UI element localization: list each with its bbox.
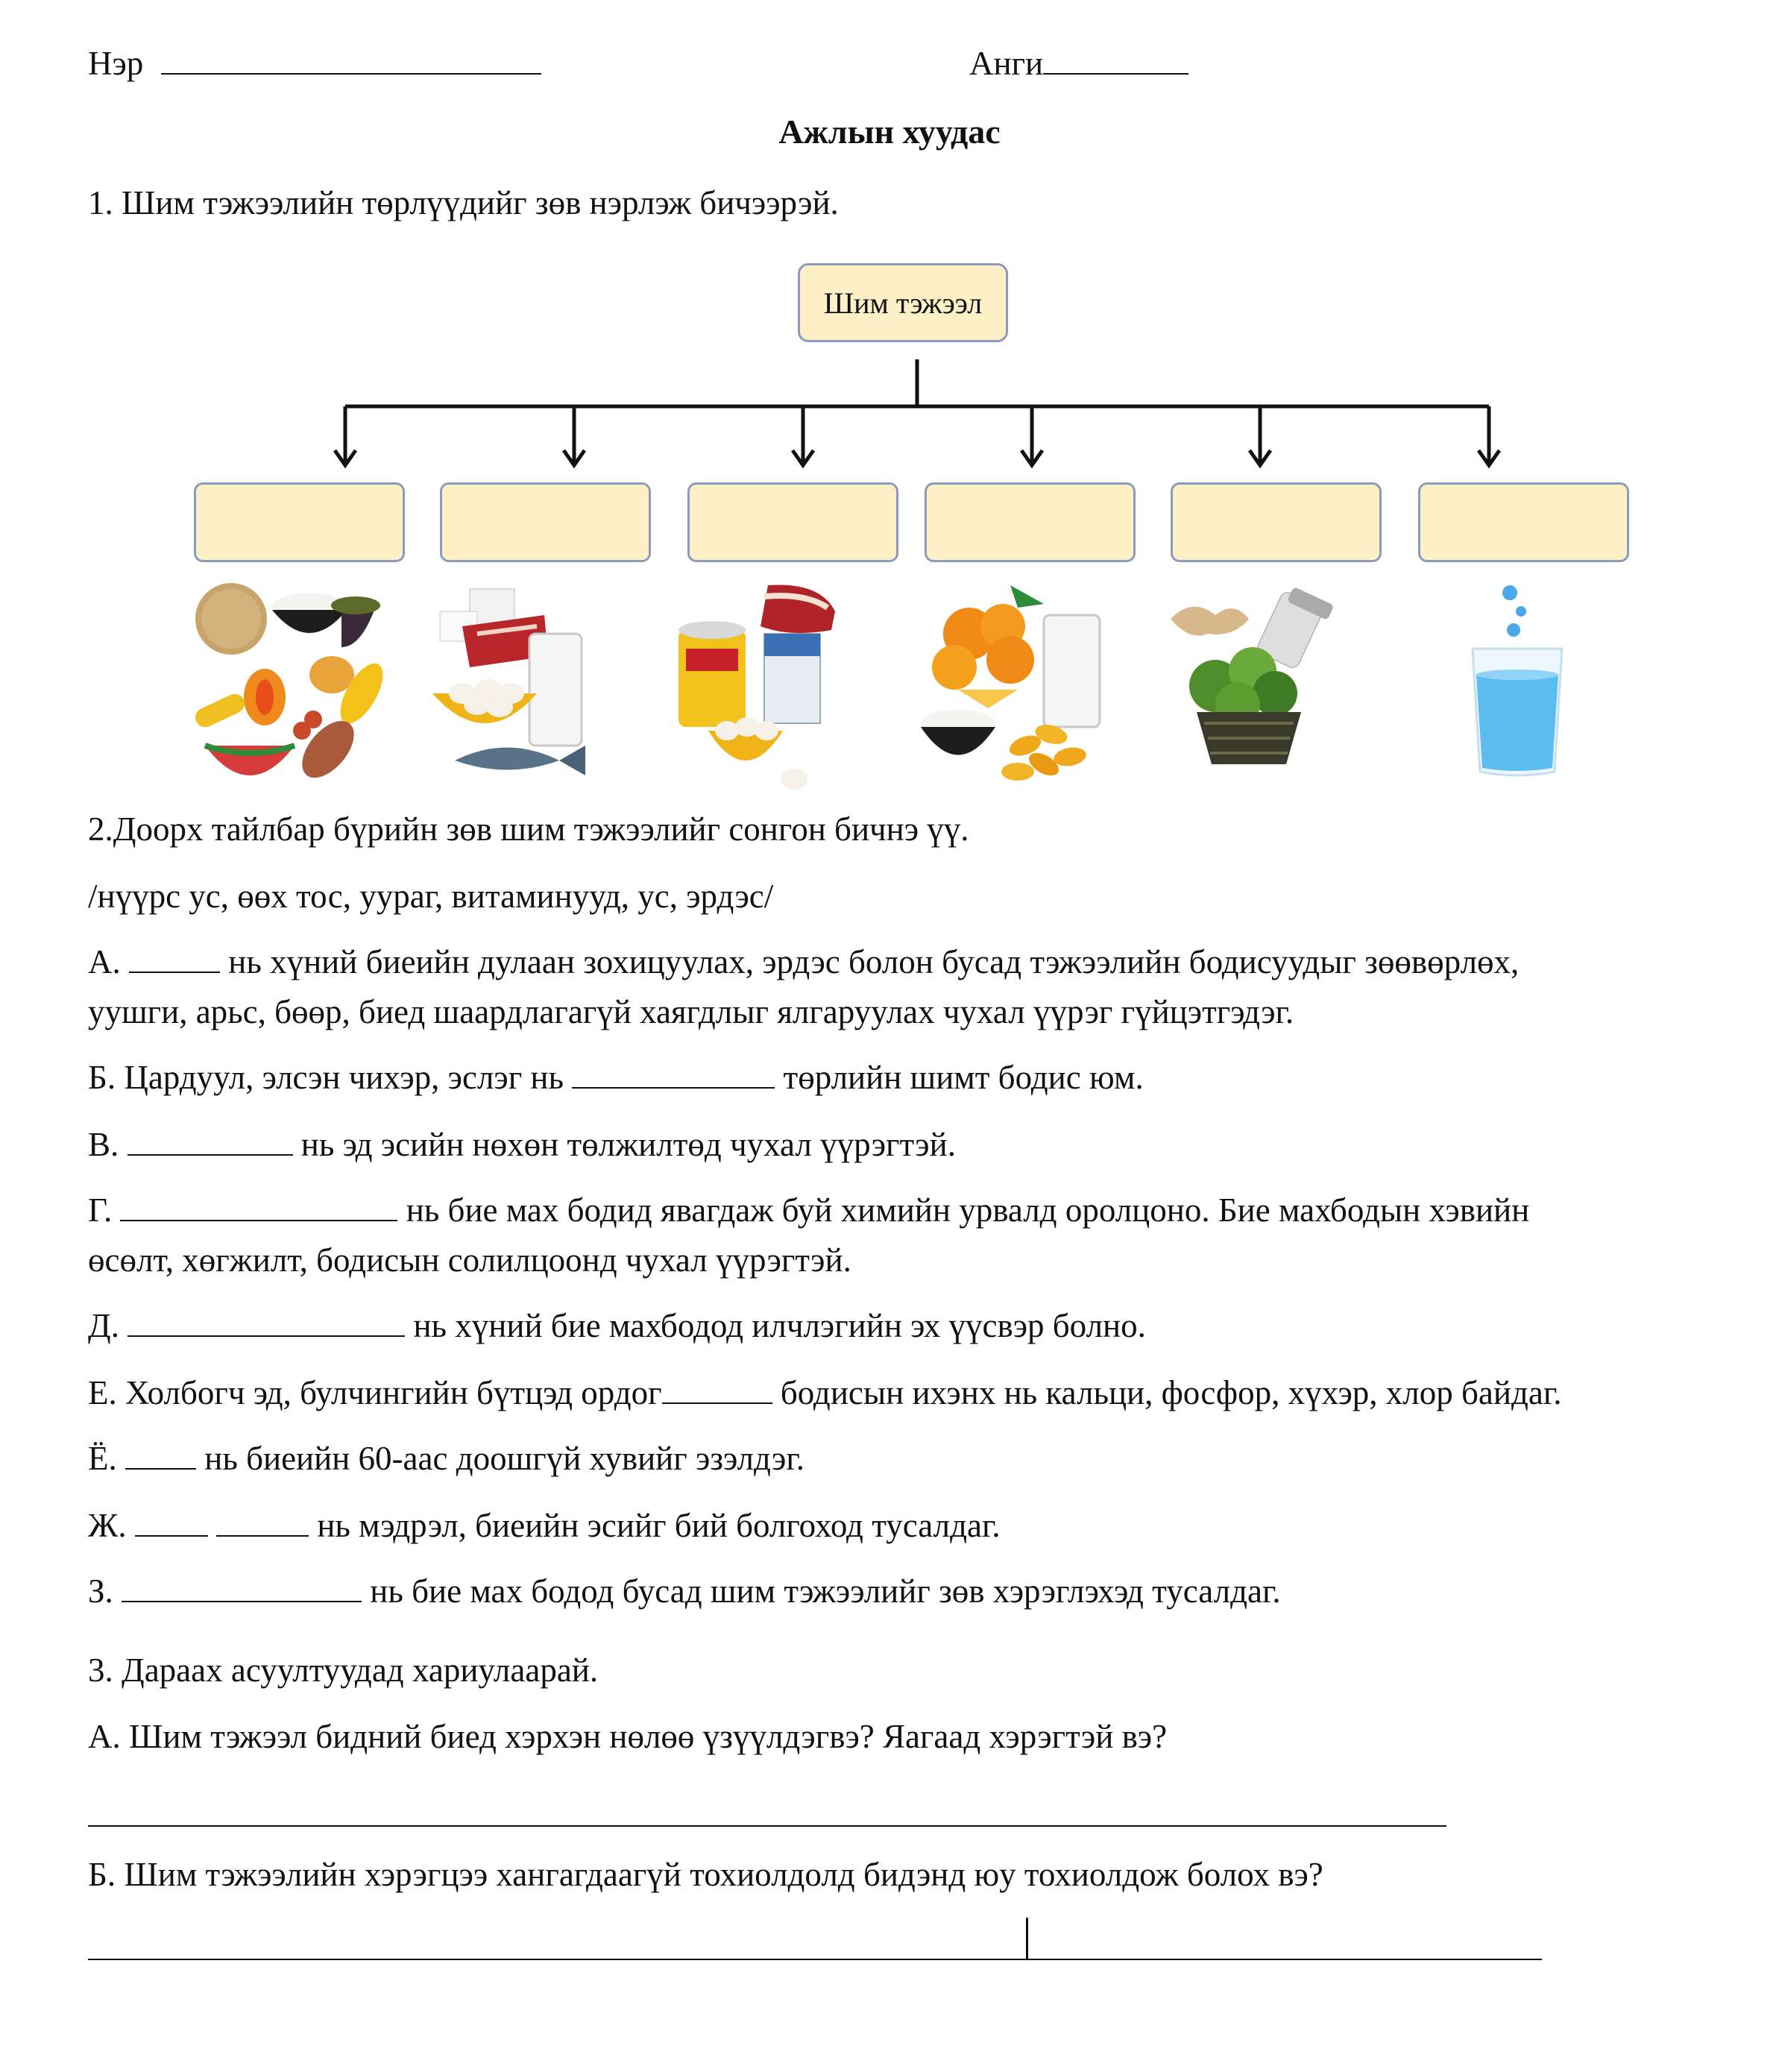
q2-e-text2: бодисын ихэнх нь кальци, фосфор, хүхэр, хлор байдаг. [780, 1374, 1562, 1411]
q2-d-label: Д. [88, 1307, 119, 1344]
q2-a-text2: уушги, арьс, бөөр, биед шаардлагагүй хаягдлыг ялгаруулах чухал үүрэг гүйцэтгэдэг. [88, 993, 1294, 1030]
q2-d-text: нь хүний бие махбодод илчлэгийн эх үүсвэр болно. [413, 1307, 1146, 1344]
category-box-3[interactable] [687, 482, 898, 562]
q2-g-line1 [88, 1190, 1529, 1230]
q2-a-line1 [88, 942, 1519, 982]
water-glass-image [1409, 582, 1610, 798]
q2-v-line [88, 1124, 956, 1165]
category-box-4[interactable] [925, 482, 1136, 562]
q2-b-line [88, 1057, 1144, 1098]
carbohydrate-foods-image [190, 582, 391, 798]
q2-a-label: А. [88, 943, 121, 980]
q2-g-label: Г. [88, 1191, 113, 1229]
q2-yo-label: Ё. [88, 1440, 117, 1477]
mineral-foods-image [1163, 582, 1364, 798]
category-box-6[interactable] [1418, 482, 1629, 562]
q2-options: /нүүрс ус, өөх тос, уураг, витаминууд, ус, эрдэс/ [88, 878, 774, 915]
category-box-1[interactable] [194, 482, 405, 562]
q2-a-blank[interactable] [129, 943, 220, 973]
protein-foods-image [418, 582, 619, 798]
q3-a-answer-line[interactable] [88, 1825, 1446, 1827]
page-title: Ажлын хуудас [778, 113, 1001, 151]
name-label: Нэр [88, 45, 144, 82]
q2-v-text: нь эд эсийн нөхөн төлжилтөд чухал үүрэгтэй. [300, 1126, 956, 1163]
q2-g-blank[interactable] [120, 1191, 397, 1221]
fat-foods-image [664, 582, 865, 798]
q2-e-blank[interactable] [662, 1374, 772, 1404]
tree-connectors [0, 0, 1779, 492]
q2-v-blank[interactable] [127, 1126, 293, 1156]
category-box-5[interactable] [1171, 482, 1382, 562]
q3-b-question: Б. Шим тэжээлийн хэрэгцээ хангагдаагүй тохиолдолд бидэнд юу тохиолдож болох вэ? [88, 1856, 1323, 1893]
q2-zh-blank-2[interactable] [216, 1507, 309, 1537]
q2-g-text2: өсөлт, хөгжилт, бодисын солилцоонд чухал үүрэгтэй. [88, 1241, 851, 1279]
q2-yo-line [88, 1438, 805, 1479]
q2-b-blank[interactable] [572, 1059, 775, 1089]
q2-v-label: В. [88, 1126, 119, 1163]
q2-z-line [88, 1571, 1281, 1611]
text-cursor [1026, 1918, 1028, 1960]
q2-z-text: нь бие мах бодод бусад шим тэжээлийг зөв хэрэглэхэд тусалдаг. [370, 1572, 1281, 1610]
q2-g-text1: нь бие мах бодид явагдаж буй химийн урвалд оролцоно. Бие махбодын хэвийн [406, 1191, 1530, 1229]
vitamin-foods-image [913, 582, 1115, 798]
category-box-2[interactable] [440, 482, 651, 562]
q2-zh-line [88, 1505, 1001, 1546]
q2-prompt: 2.Доорх тайлбар бүрийн зөв шим тэжээлийг сонгон бичнэ үү. [88, 810, 969, 848]
q2-b-text1: Б. Цардуул, элсэн чихэр, эслэг нь [88, 1059, 564, 1096]
q3-b-answer-line[interactable] [88, 1959, 1542, 1960]
q2-zh-blank-1[interactable] [135, 1507, 208, 1537]
q2-yo-text: нь биеийн 60-аас доошгүй хувийг эзэлдэг. [204, 1440, 805, 1477]
q3-prompt: 3. Дараах асуултуудад хариулаарай. [88, 1651, 599, 1689]
q2-yo-blank[interactable] [125, 1440, 196, 1470]
class-label: Анги [969, 45, 1044, 82]
q2-d-blank[interactable] [127, 1307, 405, 1337]
q3-a-question: А. Шим тэжээл бидний биед хэрхэн нөлөө үзүүлдэгвэ? Яагаад хэрэгтэй вэ? [88, 1718, 1168, 1755]
q2-e-line [88, 1373, 1561, 1413]
q2-z-blank[interactable] [122, 1572, 362, 1602]
q2-zh-label: Ж. [88, 1507, 127, 1544]
q2-z-label: З. [88, 1572, 113, 1610]
root-node-label: Шим тэжээл [823, 286, 983, 320]
q1-prompt: 1. Шим тэжээлийн төрлүүдийг зөв нэрлэж бичээрэй. [88, 184, 839, 221]
q2-d-line [88, 1306, 1146, 1346]
q2-b-text2: төрлийн шимт бодис юм. [783, 1059, 1144, 1096]
q2-e-text1: Е. Холбогч эд, булчингийн бүтцэд ордог [88, 1374, 662, 1411]
q2-zh-text: нь мэдрэл, биеийн эсийг бий болгоход тусалдаг. [317, 1507, 1001, 1544]
q2-a-text1: нь хүний биеийн дулаан зохицуулах, эрдэс болон бусад тэжээлийн бодисуудыг зөөвөрлөх, [228, 943, 1520, 980]
